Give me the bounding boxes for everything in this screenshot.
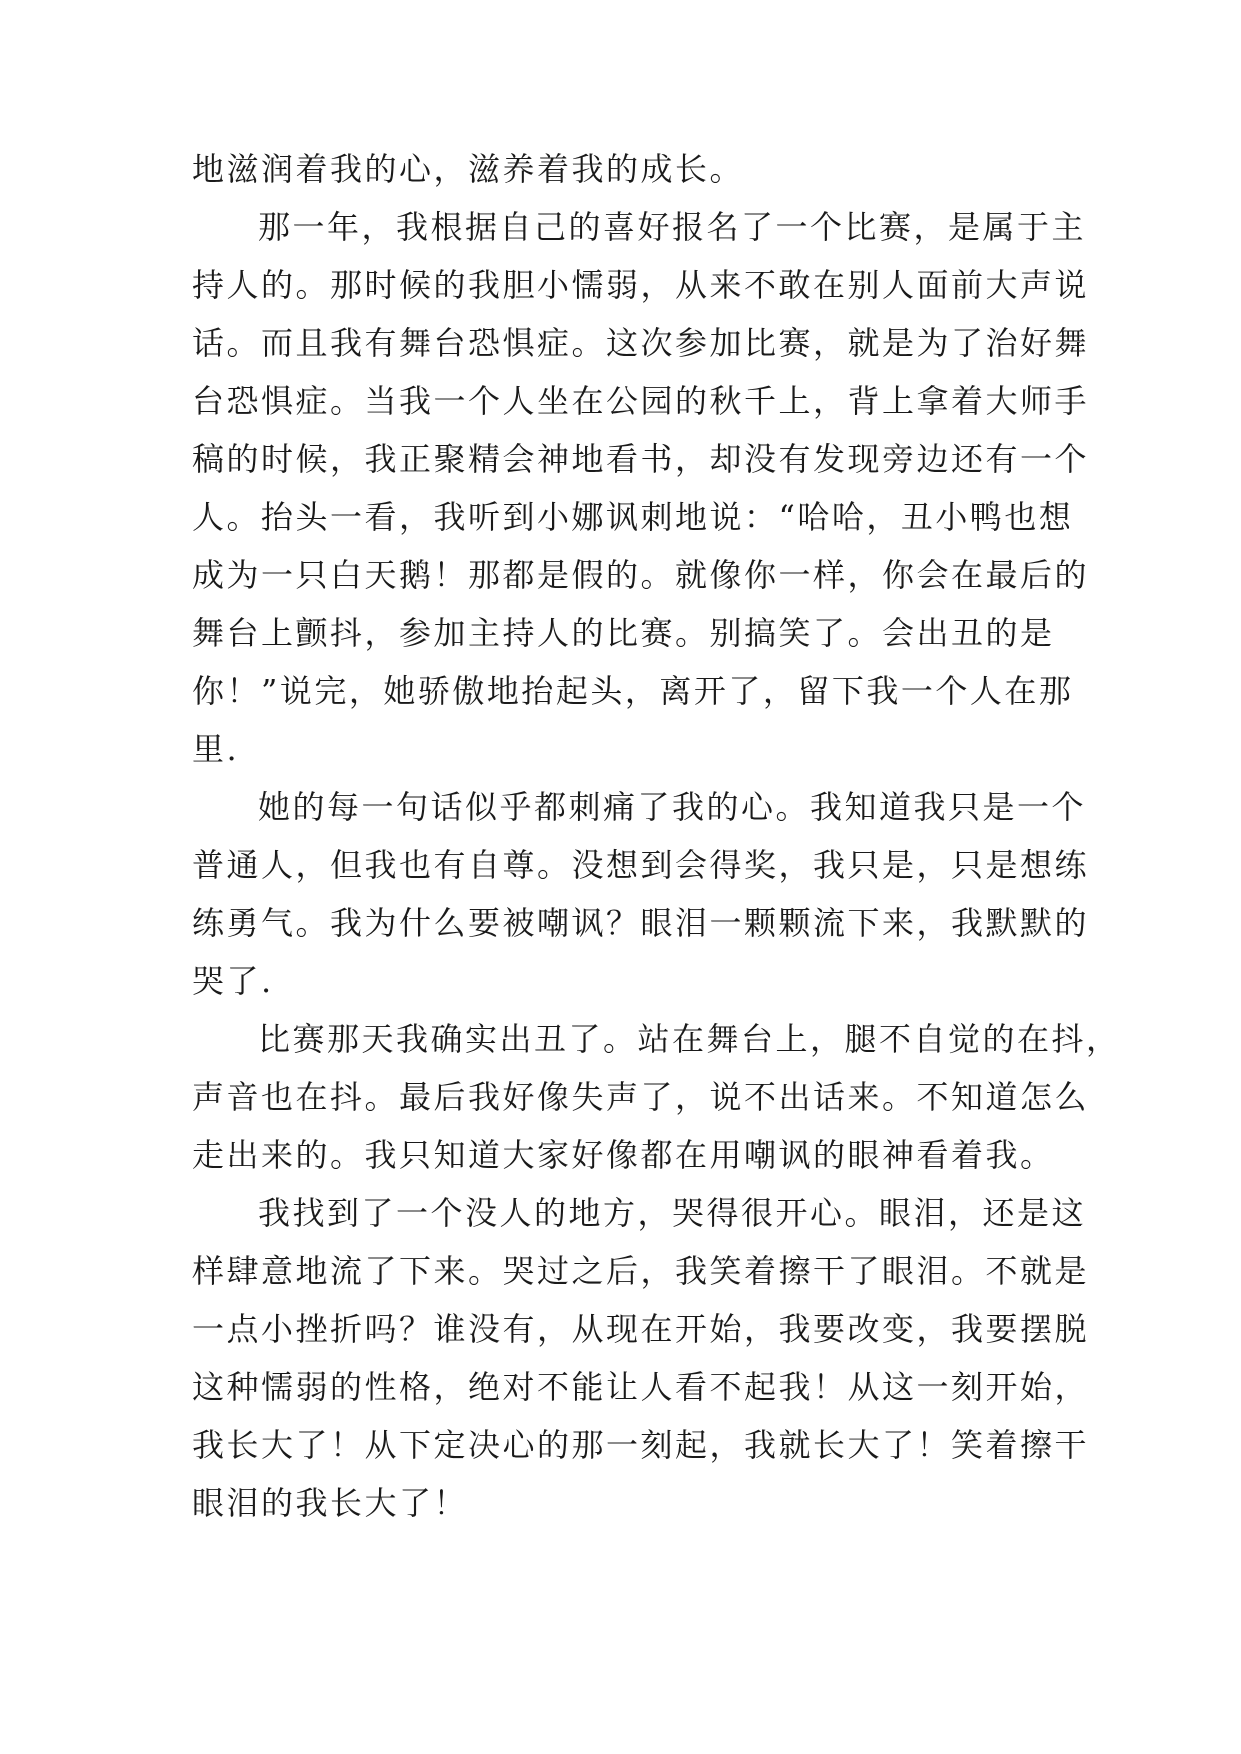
text-line: 地滋润着我的心，滋养着我的成长。 [192,150,745,188]
text-line: 台恐惧症。当我一个人坐在公园的秋千上，背上拿着大师手 [192,382,1090,420]
text-line: 我长大了！从下定决心的那一刻起，我就长大了！笑着擦干 [192,1426,1090,1464]
text-line: 一点小挫折吗？谁没有，从现在开始，我要改变，我要摆脱 [192,1310,1090,1348]
text-line: 成为一只白天鹅！那都是假的。就像你一样，你会在最后的 [192,556,1090,594]
text-line: 这种懦弱的性格，绝对不能让人看不起我！从这一刻开始， [192,1368,1090,1406]
text-line: 样肆意地流了下来。哭过之后，我笑着擦干了眼泪。不就是 [192,1252,1090,1290]
text-line: 声音也在抖。最后我好像失声了，说不出话来。不知道怎么 [192,1078,1090,1116]
text-line: 走出来的。我只知道大家好像都在用嘲讽的眼神看着我。 [192,1136,1055,1174]
paragraph-first-line: 她的每一句话似乎都刺痛了我的心。我知道我只是一个 [258,788,1087,826]
text-line: 话。而且我有舞台恐惧症。这次参加比赛，就是为了治好舞 [192,324,1090,362]
paragraph-first-line: 比赛那天我确实出丑了。站在舞台上，腿不自觉的在抖， [258,1020,1121,1058]
paragraph-first-line: 那一年，我根据自己的喜好报名了一个比赛，是属于主 [258,208,1087,246]
text-line: 舞台上颤抖，参加主持人的比赛。别搞笑了。会出丑的是 [192,614,1055,652]
text-line: 稿的时候，我正聚精会神地看书，却没有发现旁边还有一个 [192,440,1090,478]
text-line: 持人的。那时候的我胆小懦弱，从来不敢在别人面前大声说 [192,266,1090,304]
text-line: 哭了. [192,962,274,1000]
text-line: 里. [192,730,240,768]
text-line: 眼泪的我长大了！ [192,1484,469,1522]
text-line: 人。抬头一看，我听到小娜讽刺地说：“哈哈，丑小鸭也想 [192,498,1074,536]
text-line: 练勇气。我为什么要被嘲讽？眼泪一颗颗流下来，我默默的 [192,904,1090,942]
text-line: 你！”说完，她骄傲地抬起头，离开了，留下我一个人在那 [192,672,1074,710]
paragraph-first-line: 我找到了一个没人的地方，哭得很开心。眼泪，还是这 [258,1194,1087,1232]
text-line: 普通人，但我也有自尊。没想到会得奖，我只是，只是想练 [192,846,1090,884]
essay-body [192,140,1121,1532]
